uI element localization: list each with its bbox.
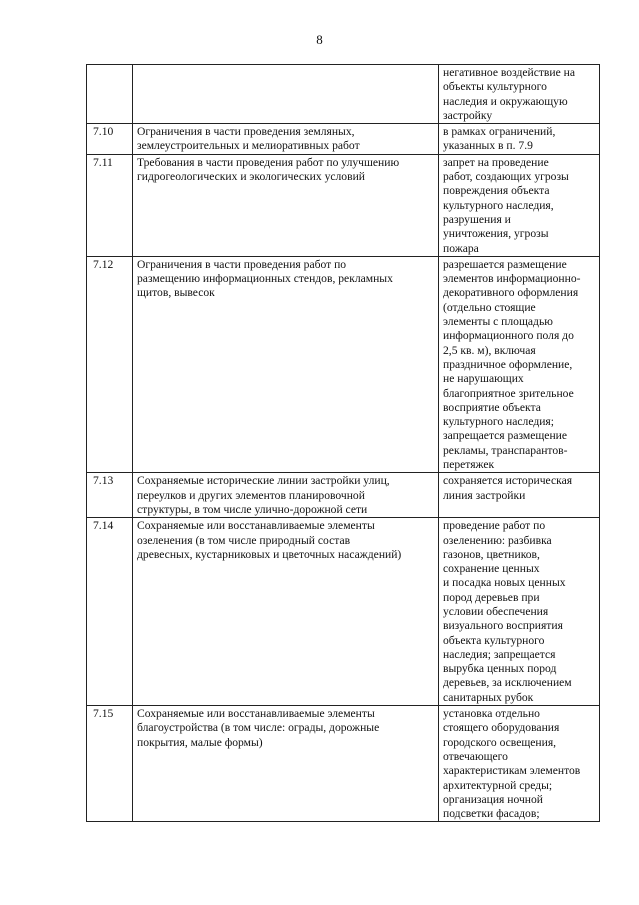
item-requirement-line: повреждения объекта bbox=[443, 184, 550, 198]
table-row bbox=[87, 518, 600, 706]
item-requirement-line: декоративного оформления bbox=[443, 286, 579, 300]
table-row bbox=[87, 154, 600, 256]
item-title-cell bbox=[133, 256, 439, 472]
item-requirement-cell bbox=[439, 518, 600, 706]
item-requirement-cell bbox=[439, 154, 600, 256]
item-title-cell bbox=[133, 65, 439, 124]
item-requirement-line: характеристикам элементов bbox=[443, 764, 581, 778]
item-number: 7.12 bbox=[87, 256, 133, 472]
item-title-cell bbox=[133, 124, 439, 155]
item-requirement-cell bbox=[439, 65, 600, 124]
item-requirement-line: наследия; запрещается bbox=[443, 647, 556, 661]
item-requirement-line: элементов информационно- bbox=[443, 272, 581, 286]
item-title-cell bbox=[133, 473, 439, 518]
table-row bbox=[87, 124, 600, 155]
item-requirement-line: сохранение ценных bbox=[443, 562, 540, 576]
item-requirement-line: визуального восприятия bbox=[443, 619, 563, 633]
item-number: 7.14 bbox=[87, 518, 133, 706]
item-title-cell bbox=[133, 154, 439, 256]
item-requirement-line: не нарушающих bbox=[443, 372, 524, 386]
item-requirement-line: культурного наследия, bbox=[443, 198, 554, 212]
item-requirement-line: газонов, цветников, bbox=[443, 547, 540, 561]
item-title-cell bbox=[133, 706, 439, 822]
item-requirement-line: праздничное оформление, bbox=[443, 357, 573, 371]
item-requirement-line: подсветки фасадов; bbox=[443, 807, 540, 821]
item-requirement-line: озеленению: разбивка bbox=[443, 533, 552, 547]
item-requirement-line: деревьев, за исключением bbox=[443, 676, 572, 690]
item-requirement-line: застройку bbox=[443, 108, 493, 122]
item-requirement-line: санитарных рубок bbox=[443, 690, 534, 704]
item-requirement-line: пород деревьев при bbox=[443, 590, 540, 604]
item-requirement-line: запрет на проведение bbox=[443, 155, 549, 169]
item-title-line: Ограничения в части проведения земляных, bbox=[137, 125, 355, 139]
item-requirement-line: культурного наследия; bbox=[443, 415, 554, 429]
item-title-line: Требования в части проведения работ по улучшению bbox=[137, 155, 400, 169]
item-requirement-line: информационного поля до bbox=[443, 329, 574, 343]
item-requirement-line: разрушения и bbox=[443, 212, 511, 226]
item-requirement-line: запрещается размещение bbox=[443, 429, 567, 443]
item-requirement-line: проведение работ по bbox=[443, 519, 546, 533]
item-requirement-line: в рамках ограничений, bbox=[443, 125, 556, 139]
item-requirement-cell bbox=[439, 124, 600, 155]
item-title-line: озеленения (в том числе природный состав bbox=[137, 533, 351, 547]
item-title-line: Сохраняемые исторические линии застройки улиц, bbox=[137, 474, 390, 488]
item-requirement-line: объекты культурного bbox=[443, 80, 547, 94]
item-number: 7.10 bbox=[87, 124, 133, 155]
item-number: 7.13 bbox=[87, 473, 133, 518]
item-title-line: благоустройства (в том числе: ограды, дорожные bbox=[137, 721, 380, 735]
table-row bbox=[87, 473, 600, 518]
item-requirement-line: архитектурной среды; bbox=[443, 778, 553, 792]
item-requirement-line: негативное воздействие на bbox=[443, 66, 575, 79]
item-number: 7.15 bbox=[87, 706, 133, 822]
restrictions-table bbox=[86, 64, 600, 822]
item-title-line: древесных, кустарниковых и цветочных насаждений) bbox=[137, 547, 402, 561]
item-title-line: Сохраняемые или восстанавливаемые элементы bbox=[137, 707, 375, 721]
item-title-line: размещению информационных стендов, рекламных bbox=[137, 272, 393, 286]
item-requirement-line: 2,5 кв. м), включая bbox=[443, 343, 536, 357]
item-requirement-line: разрешается размещение bbox=[443, 257, 567, 271]
item-title-line: гидрогеологических и экологических условий bbox=[137, 170, 365, 184]
item-requirement-line: элементы с площадью bbox=[443, 315, 553, 329]
item-requirement-line: условии обеспечения bbox=[443, 604, 549, 618]
item-requirement-cell bbox=[439, 473, 600, 518]
table-row bbox=[87, 256, 600, 472]
item-requirement-line: (отдельно стоящие bbox=[443, 300, 536, 314]
item-number bbox=[87, 65, 133, 124]
item-requirement-line: вырубка ценных пород bbox=[443, 662, 557, 676]
item-requirement-line: наследия и окружающую bbox=[443, 94, 568, 108]
table-row bbox=[87, 65, 600, 124]
item-requirement-line: рекламы, транспарантов- bbox=[443, 443, 568, 457]
item-title-line: переулков и других элементов планировочной bbox=[137, 488, 365, 502]
item-requirement-cell bbox=[439, 256, 600, 472]
item-requirement-line: установка отдельно bbox=[443, 707, 540, 721]
item-requirement-line: перетяжек bbox=[443, 458, 495, 472]
item-requirement-line: пожара bbox=[443, 241, 479, 255]
item-title-line: Сохраняемые или восстанавливаемые элементы bbox=[137, 519, 375, 533]
item-requirement-line: линия застройки bbox=[443, 488, 526, 502]
item-title-line: щитов, вывесок bbox=[137, 286, 215, 300]
item-requirement-line: сохраняется историческая bbox=[443, 474, 573, 488]
item-requirement-line: указанных в п. 7.9 bbox=[443, 139, 533, 153]
item-number: 7.11 bbox=[87, 154, 133, 256]
item-title-line: Ограничения в части проведения работ по bbox=[137, 257, 347, 271]
item-requirement-line: благоприятное зрительное bbox=[443, 386, 574, 400]
item-requirement-cell bbox=[439, 706, 600, 822]
item-requirement-line: организация ночной bbox=[443, 792, 544, 806]
item-requirement-line: стоящего оборудования bbox=[443, 721, 560, 735]
item-requirement-line: работ, создающих угрозы bbox=[443, 170, 569, 184]
item-title-line: покрытия, малые формы) bbox=[137, 735, 263, 749]
item-title-line: землеустроительных и мелиоративных работ bbox=[137, 139, 360, 153]
item-requirement-line: городского освещения, bbox=[443, 735, 557, 749]
item-title-cell bbox=[133, 518, 439, 706]
item-requirement-line: восприятие объекта bbox=[443, 400, 541, 414]
page-number: 8 bbox=[316, 32, 323, 47]
item-requirement-line: объекта культурного bbox=[443, 633, 545, 647]
item-requirement-line: и посадка новых ценных bbox=[443, 576, 566, 590]
item-title-line: структуры, в том числе улично-дорожной сети bbox=[137, 502, 368, 516]
table-row bbox=[87, 706, 600, 822]
item-requirement-line: уничтожения, угрозы bbox=[443, 227, 549, 241]
item-requirement-line: отвечающего bbox=[443, 749, 508, 763]
